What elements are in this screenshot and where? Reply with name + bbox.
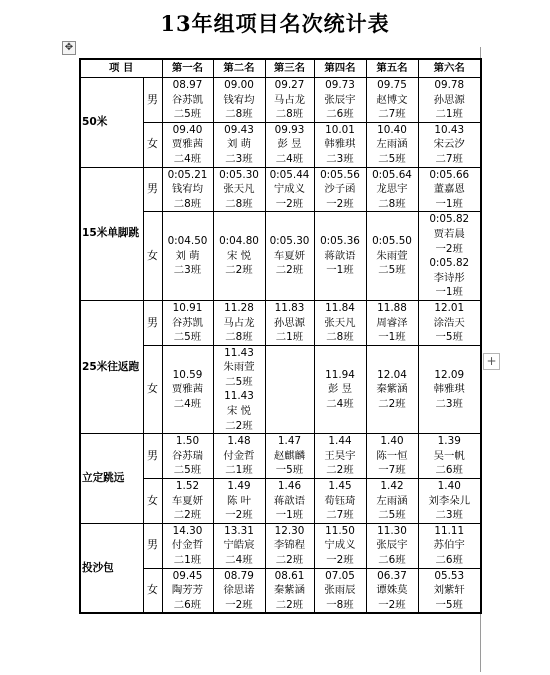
result-score: 0:05.66 (429, 168, 470, 181)
gender-label: 女 (143, 479, 162, 524)
header-place-2: 第二名 (213, 59, 265, 78)
result-cell (162, 300, 213, 345)
athlete-class: 二2班 (275, 554, 304, 566)
result-cell (162, 78, 213, 123)
result-cell (162, 167, 213, 212)
result-cell (213, 345, 265, 434)
athlete-class: 二8班 (225, 331, 253, 344)
result-cell (213, 479, 265, 524)
table-row (80, 523, 481, 568)
gender-label: 男 (143, 523, 162, 568)
table-row (80, 167, 481, 212)
result-cell (162, 523, 213, 568)
gender-label: 女 (143, 568, 162, 613)
result-cell (265, 122, 314, 167)
result-cell (418, 345, 481, 434)
result-score: 11.84 (325, 301, 355, 314)
result-score: 11.43 (224, 346, 254, 359)
header-item: 项 目 (80, 59, 162, 78)
athlete-name: 宋 悦 (226, 249, 252, 262)
athlete-class: 二6班 (435, 554, 463, 566)
header-place-5: 第五名 (366, 59, 418, 78)
table-move-handle-icon[interactable]: ✥ (62, 41, 76, 55)
athlete-name: 钱宥均 (223, 93, 255, 106)
result-score: 08.97 (172, 79, 203, 91)
athlete-name: 马占龙 (273, 93, 306, 106)
athlete-class: 二5班 (378, 152, 406, 165)
page-title: 13年组项目名次统计表 (160, 11, 390, 36)
result-score: 10.91 (172, 301, 203, 314)
gender-label: 男 (143, 167, 162, 212)
athlete-class: 二5班 (173, 331, 202, 344)
athlete-class: 二4班 (326, 397, 354, 410)
athlete-class: 二5班 (378, 264, 406, 277)
result-cell (162, 345, 213, 434)
result-cell (314, 212, 366, 301)
result-score: 0:04.80 (219, 235, 259, 248)
result-cell (418, 78, 481, 123)
result-score: 09.93 (274, 123, 305, 136)
athlete-class: 一1班 (435, 286, 463, 299)
result-cell (314, 300, 366, 345)
athlete-class: 二2班 (173, 509, 202, 522)
athlete-class: 一2班 (225, 509, 253, 522)
athlete-name: 彭 昱 (277, 138, 302, 151)
result-cell (366, 300, 418, 345)
result-cell (265, 78, 314, 123)
athlete-name: 刘李朵儿 (428, 494, 471, 507)
result-cell (213, 212, 265, 301)
result-score: 11.50 (325, 524, 355, 537)
athlete-name: 龙思宇 (376, 183, 408, 196)
result-score: 09.27 (274, 79, 305, 91)
athlete-name: 彭 昱 (327, 383, 353, 396)
result-cell (213, 122, 265, 167)
athlete-name: 张辰宇 (376, 539, 408, 552)
athlete-name: 付金哲 (223, 449, 255, 462)
athlete-class: 二7班 (378, 108, 406, 121)
result-cell (265, 300, 314, 345)
result-cell (213, 167, 265, 212)
athlete-class: 二4班 (275, 152, 304, 165)
add-column-icon[interactable]: + (483, 353, 500, 370)
athlete-class: 二8班 (173, 197, 202, 210)
athlete-class: 一1班 (326, 264, 354, 277)
athlete-name: 刘紫轩 (433, 584, 465, 597)
result-score: 1.47 (277, 435, 302, 448)
athlete-name: 赵麒麟 (273, 449, 306, 462)
gender-label: 女 (143, 122, 162, 167)
athlete-class: 二1班 (435, 108, 463, 121)
result-score: 1.44 (328, 435, 352, 448)
athlete-class: 一2班 (435, 242, 463, 255)
table-body (80, 78, 481, 614)
athlete-class: 二1班 (173, 554, 202, 566)
result-cell (213, 434, 265, 479)
athlete-name: 左雨涵 (376, 138, 408, 151)
athlete-name: 张天凡 (324, 316, 356, 329)
result-score: 11.83 (274, 301, 305, 314)
athlete-name: 涂浩天 (433, 316, 465, 329)
result-score: 06.37 (377, 569, 407, 582)
result-score: 09.00 (224, 79, 254, 91)
athlete-class: 一1班 (378, 331, 406, 344)
athlete-name: 苏伯宇 (433, 539, 465, 552)
result-cell (418, 212, 481, 301)
table-row (80, 300, 481, 345)
athlete-name: 王昊宇 (324, 449, 356, 462)
athlete-class: 二1班 (275, 331, 304, 344)
result-score: 11.11 (434, 524, 465, 537)
athlete-name: 付金哲 (171, 539, 204, 552)
result-cell (366, 479, 418, 524)
event-name: 投沙包 (80, 523, 143, 613)
athlete-class: 二2班 (275, 264, 304, 277)
athlete-class: 二7班 (326, 509, 354, 522)
header-place-6: 第六名 (418, 59, 481, 78)
result-score: 0:05.50 (372, 235, 412, 248)
athlete-class: 二2班 (378, 397, 406, 410)
athlete-name: 朱雨萱 (223, 361, 255, 374)
result-score: 0:04.50 (167, 235, 208, 248)
result-score: 1.49 (227, 480, 251, 493)
result-score: 12.30 (274, 524, 305, 537)
result-score: 0:05.44 (269, 168, 310, 181)
athlete-name: 钱宥均 (171, 183, 204, 196)
athlete-class: 一5班 (435, 331, 463, 344)
result-cell (418, 122, 481, 167)
athlete-class: 一8班 (326, 598, 354, 611)
table-row (80, 78, 481, 123)
result-cell (162, 434, 213, 479)
athlete-name: 陶芳芳 (171, 584, 204, 597)
result-cell (265, 479, 314, 524)
athlete-name: 谭姝莫 (376, 584, 408, 597)
athlete-class: 一7班 (378, 464, 406, 477)
result-score: 10.43 (434, 123, 465, 136)
result-cell (265, 345, 314, 434)
athlete-class: 一2班 (326, 554, 354, 566)
athlete-class: 二2班 (326, 464, 354, 477)
result-score: 08.61 (274, 569, 305, 582)
result-score: 09.78 (434, 79, 465, 91)
athlete-class: 一5班 (435, 598, 463, 611)
athlete-name: 谷苏瑞 (171, 449, 204, 462)
athlete-class: 一1班 (275, 509, 304, 522)
athlete-name: 马占龙 (223, 316, 255, 329)
athlete-class: 二5班 (173, 108, 202, 121)
athlete-name: 宋云汐 (433, 138, 465, 151)
athlete-class: 二7班 (435, 152, 463, 165)
result-score: 13.31 (224, 524, 254, 537)
event-name: 25米往返跑 (80, 300, 143, 433)
result-cell (366, 78, 418, 123)
athlete-class: 二4班 (173, 152, 202, 165)
result-cell (314, 345, 366, 434)
athlete-class: 二6班 (173, 598, 202, 611)
athlete-class: 二6班 (378, 554, 406, 566)
result-score: 0:05.21 (167, 168, 208, 181)
athlete-class: 一5班 (275, 464, 304, 477)
athlete-name: 张天凡 (223, 183, 255, 196)
ranking-table (79, 58, 482, 614)
gender-label: 男 (143, 300, 162, 345)
result-score: 1.40 (437, 480, 461, 493)
athlete-name: 蒋歆语 (324, 249, 356, 262)
athlete-name: 张辰宇 (324, 93, 356, 106)
result-cell (213, 78, 265, 123)
result-cell (265, 568, 314, 613)
header-place-4: 第四名 (314, 59, 366, 78)
athlete-name: 韩雅琪 (324, 138, 356, 151)
athlete-name: 赵博文 (376, 93, 408, 106)
result-score: 05.53 (434, 569, 465, 582)
athlete-class: 二3班 (225, 152, 253, 165)
athlete-name: 宁成义 (324, 539, 356, 552)
athlete-class: 二4班 (173, 397, 202, 410)
result-score: 10.40 (377, 123, 407, 136)
result-cell (366, 167, 418, 212)
header-place-3: 第三名 (265, 59, 314, 78)
athlete-name: 周睿泽 (376, 316, 408, 329)
athlete-class: 二2班 (225, 264, 253, 277)
result-cell (366, 345, 418, 434)
athlete-class: 二1班 (225, 464, 253, 477)
athlete-class: 二8班 (378, 197, 406, 210)
athlete-name: 李诗彤 (433, 271, 465, 284)
athlete-name: 孙思源 (273, 316, 306, 329)
result-cell (314, 78, 366, 123)
athlete-class: 二6班 (326, 108, 354, 121)
gender-label: 男 (143, 434, 162, 479)
event-name: 15米单脚跳 (80, 167, 143, 300)
result-cell (213, 568, 265, 613)
athlete-name: 陈一恒 (376, 449, 408, 462)
athlete-class: 一2班 (326, 197, 354, 210)
result-score: 1.40 (380, 435, 404, 448)
athlete-class: 二8班 (326, 331, 354, 344)
result-score: 12.01 (434, 301, 465, 314)
event-name: 50米 (80, 78, 143, 168)
result-score: 1.48 (227, 435, 251, 448)
athlete-class: 一2班 (275, 197, 304, 210)
result-cell (314, 523, 366, 568)
athlete-name: 贾雅茜 (171, 138, 204, 151)
athlete-name: 车夏妍 (273, 249, 306, 262)
result-score: 11.30 (377, 524, 407, 537)
result-cell (162, 568, 213, 613)
athlete-name: 车夏妍 (171, 494, 204, 507)
result-cell (265, 434, 314, 479)
athlete-class: 二8班 (275, 108, 304, 121)
result-score: 09.75 (377, 79, 407, 91)
result-score: 14.30 (172, 524, 203, 537)
result-cell (265, 212, 314, 301)
athlete-name: 刘 萌 (175, 249, 200, 262)
athlete-name: 蒋歆语 (273, 494, 306, 507)
result-cell (418, 434, 481, 479)
header-place-1: 第一名 (162, 59, 213, 78)
athlete-class: 二8班 (225, 197, 253, 210)
result-cell (418, 167, 481, 212)
result-score: 10.01 (325, 123, 355, 136)
athlete-name: 秦紫涵 (376, 383, 408, 396)
athlete-name: 谷苏凯 (171, 93, 204, 106)
gender-label: 女 (143, 212, 162, 301)
result-cell (314, 434, 366, 479)
athlete-class: 二3班 (435, 397, 463, 410)
athlete-name: 秦紫涵 (273, 584, 306, 597)
result-score: 09.43 (224, 123, 254, 136)
event-name: 立定跳远 (80, 434, 143, 524)
result-cell (366, 122, 418, 167)
athlete-class: 二2班 (275, 598, 304, 611)
athlete-name: 谷苏凯 (171, 316, 204, 329)
athlete-class: 二4班 (225, 554, 253, 566)
result-cell (418, 300, 481, 345)
result-score: 0:05.64 (372, 168, 412, 181)
athlete-class: 二3班 (173, 264, 202, 277)
athlete-name: 孙思源 (433, 93, 465, 106)
athlete-class: 一2班 (225, 598, 253, 611)
result-cell (162, 479, 213, 524)
athlete-name: 陈 叶 (226, 494, 252, 507)
athlete-class: 二5班 (378, 509, 406, 522)
result-score: 0:05.30 (219, 168, 259, 181)
athlete-name: 李锦程 (273, 539, 306, 552)
athlete-name: 董嘉恩 (433, 183, 465, 196)
athlete-name: 韩雅琪 (433, 383, 465, 396)
result-cell (314, 167, 366, 212)
result-cell (418, 568, 481, 613)
athlete-class: 二5班 (225, 375, 253, 388)
result-score: 11.43 (224, 390, 254, 403)
result-score: 11.28 (224, 301, 254, 314)
result-cell (418, 479, 481, 524)
result-cell (366, 523, 418, 568)
athlete-class: 二3班 (326, 152, 354, 165)
result-score: 0:05.82 (429, 257, 470, 270)
athlete-class: 一1班 (435, 197, 463, 210)
athlete-name: 贾若晨 (433, 227, 465, 240)
gender-label: 男 (143, 78, 162, 123)
result-score: 12.09 (434, 368, 465, 381)
result-score: 0:05.30 (269, 235, 310, 248)
result-score: 10.59 (172, 368, 203, 381)
table-header-row (80, 59, 481, 78)
athlete-name: 荀钰琦 (324, 494, 356, 507)
result-cell (213, 300, 265, 345)
athlete-class: 二2班 (225, 419, 253, 432)
table-row (80, 434, 481, 479)
result-cell (213, 523, 265, 568)
result-score: 1.52 (175, 480, 200, 493)
result-score: 12.04 (377, 368, 407, 381)
athlete-name: 张雨辰 (324, 584, 356, 597)
result-score: 1.45 (328, 480, 352, 493)
athlete-name: 宋 悦 (226, 405, 252, 418)
result-cell (366, 568, 418, 613)
athlete-name: 贾雅茜 (171, 383, 204, 396)
result-score: 11.88 (377, 301, 407, 314)
athlete-class: 二3班 (435, 509, 463, 522)
result-cell (265, 167, 314, 212)
result-score: 09.40 (172, 123, 203, 136)
result-cell (162, 122, 213, 167)
result-score: 07.05 (325, 569, 355, 582)
result-cell (314, 122, 366, 167)
result-score: 09.73 (325, 79, 355, 91)
result-cell (366, 434, 418, 479)
result-score: 11.94 (325, 368, 355, 381)
athlete-name: 朱雨萱 (376, 249, 408, 262)
athlete-class: 二8班 (225, 108, 253, 121)
result-cell (265, 523, 314, 568)
athlete-name: 沙子函 (324, 183, 356, 196)
athlete-name: 吴一帆 (433, 449, 465, 462)
athlete-name: 刘 萌 (226, 138, 252, 151)
result-score: 1.50 (175, 435, 200, 448)
result-score: 1.42 (380, 480, 404, 493)
gender-label: 女 (143, 345, 162, 434)
athlete-name: 左雨涵 (376, 494, 408, 507)
result-cell (314, 568, 366, 613)
result-cell (314, 479, 366, 524)
result-score: 0:05.56 (320, 168, 360, 181)
athlete-class: 二5班 (173, 464, 202, 477)
result-score: 1.39 (437, 435, 461, 448)
result-score: 0:05.82 (429, 213, 470, 226)
result-cell (418, 523, 481, 568)
athlete-name: 宁成义 (273, 183, 306, 196)
athlete-class: 二6班 (435, 464, 463, 477)
result-score: 0:05.36 (320, 235, 360, 248)
result-cell (366, 212, 418, 301)
result-score: 09.45 (172, 569, 203, 582)
result-score: 08.79 (224, 569, 254, 582)
result-score: 1.46 (277, 480, 302, 493)
athlete-name: 宁皓宸 (223, 539, 255, 552)
athlete-class: 一2班 (378, 598, 406, 611)
result-cell (162, 212, 213, 301)
athlete-name: 徐思诺 (223, 584, 255, 597)
